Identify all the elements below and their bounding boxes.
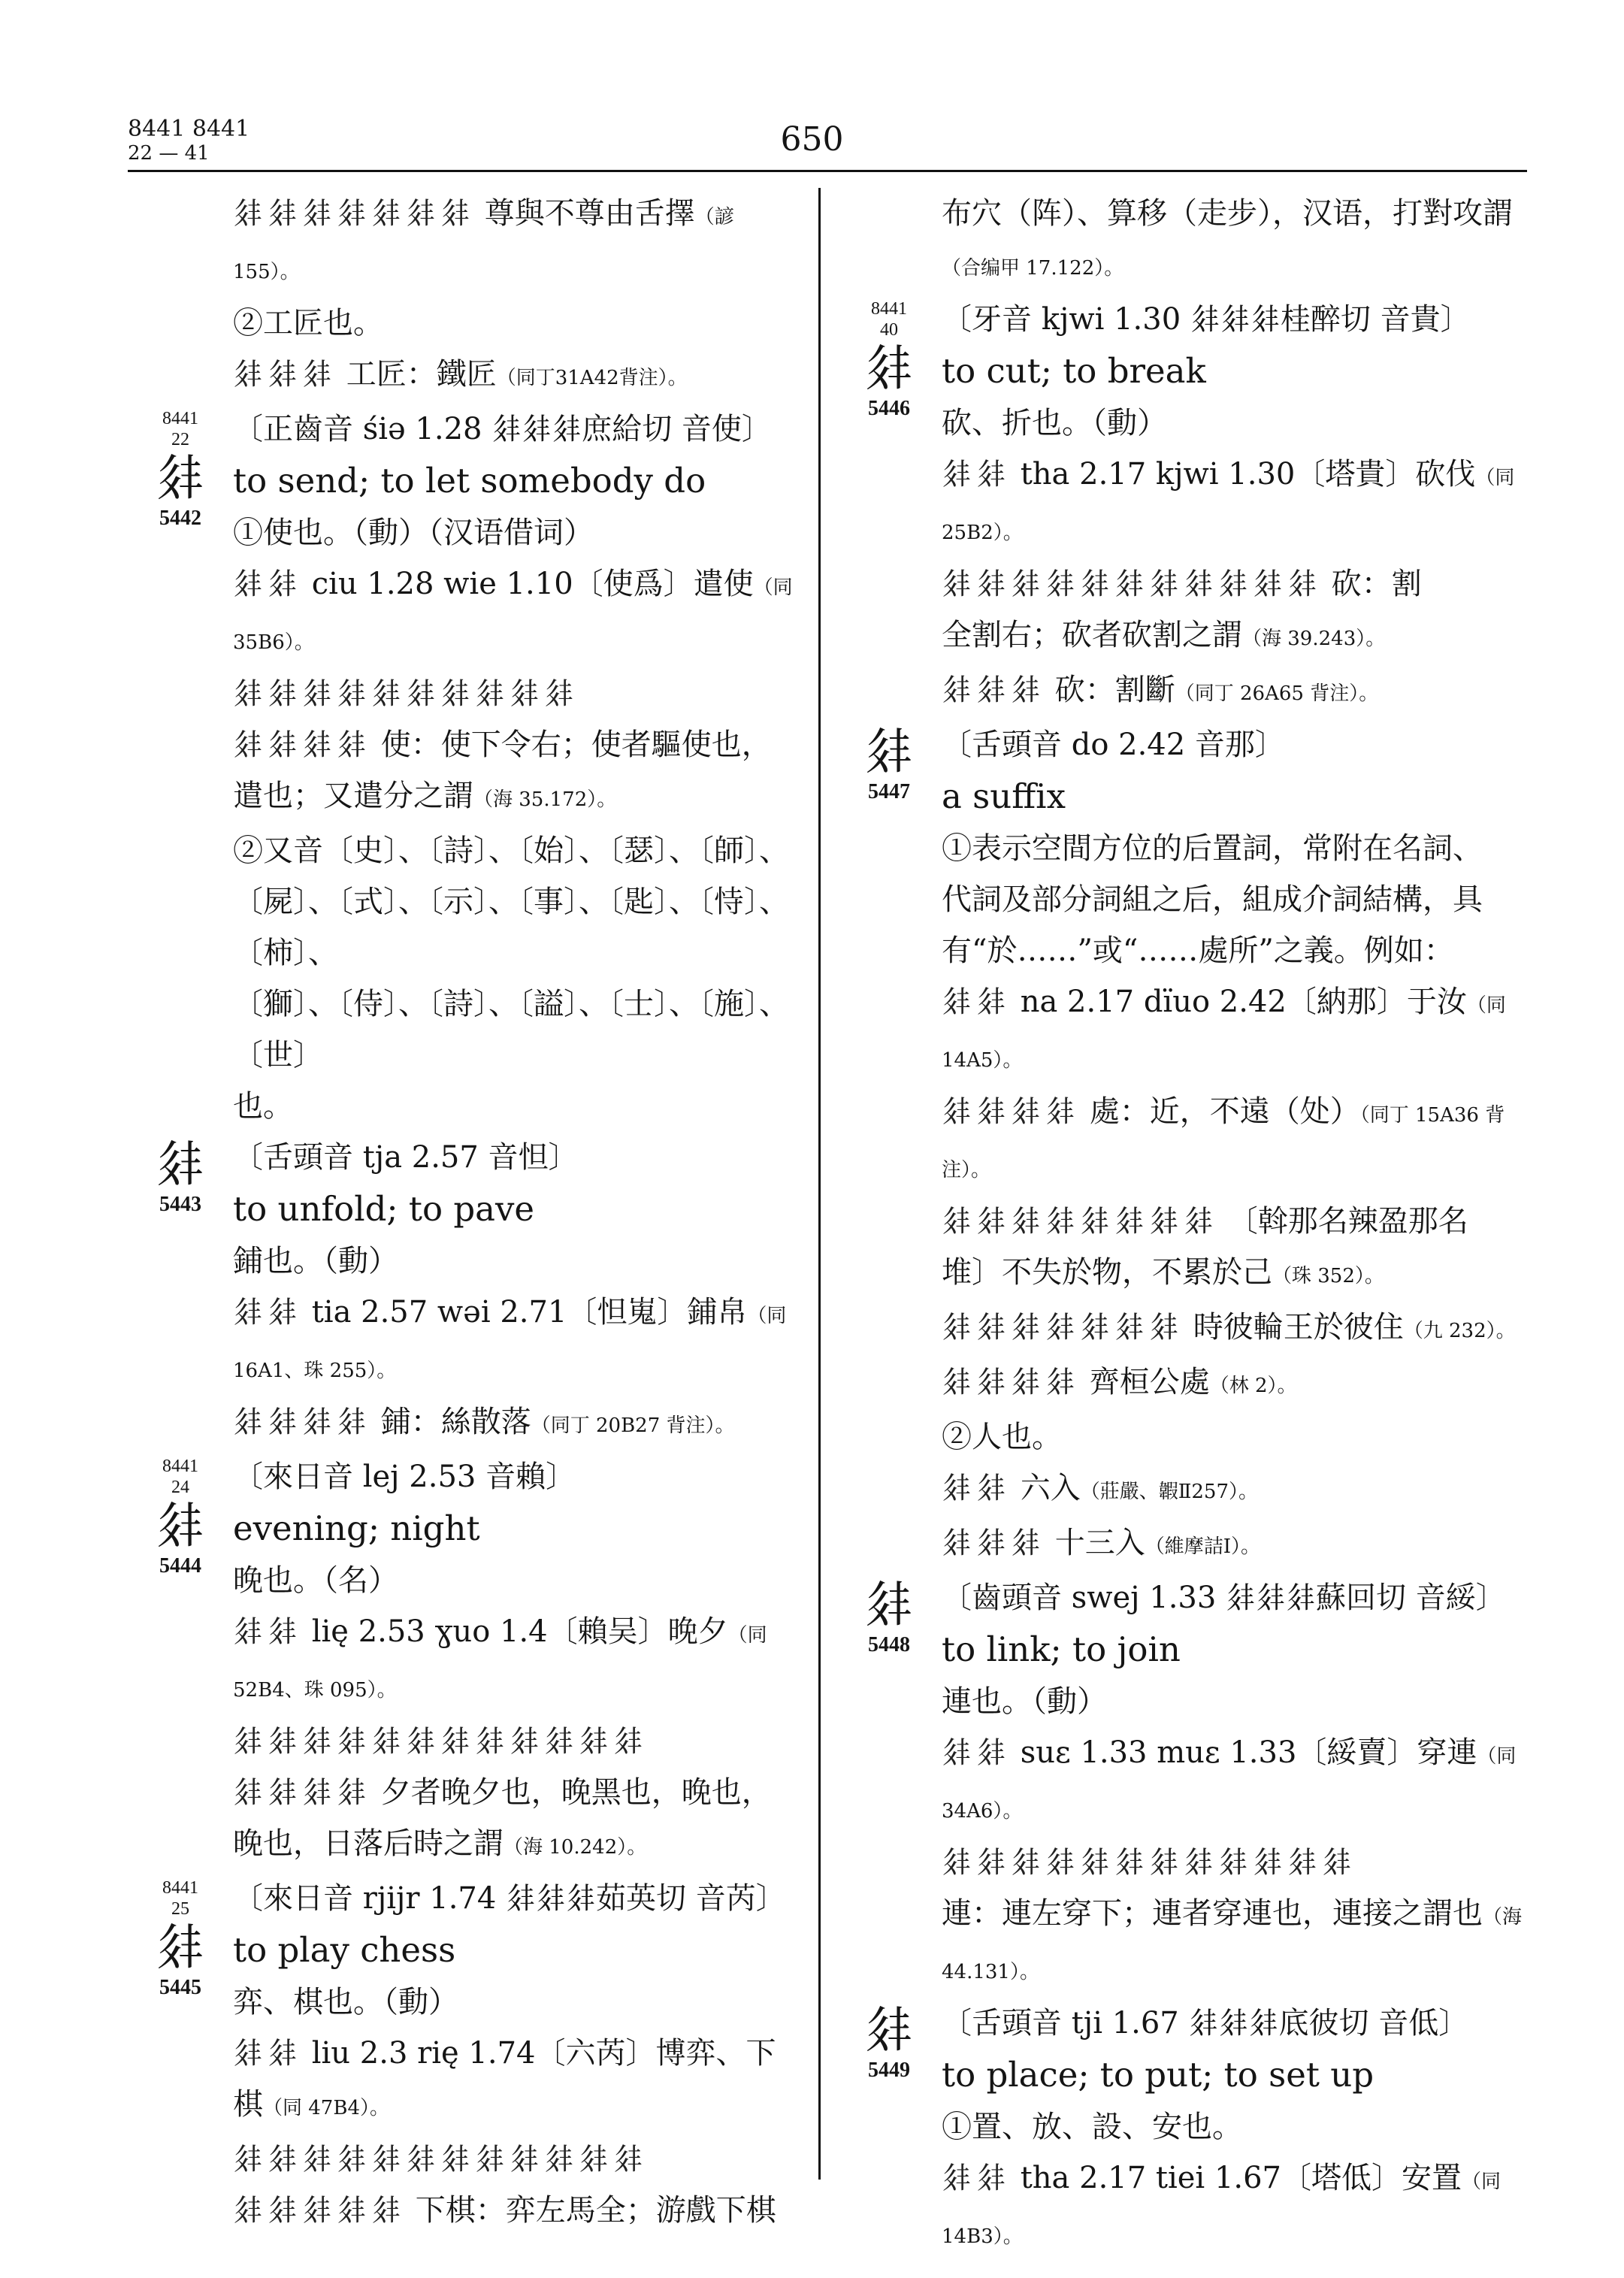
line-text: liu 2.3 rię 1.74〔六芮〕博弈、下棋	[233, 2036, 776, 2122]
tangut-text: 𗢳𗢳𗢳𗢳𗢳𗢳𗢳𗢳𗢳𗢳𗢳	[942, 567, 1322, 601]
line-text: lię 2.53 ɣuo 1.4〔賴吴〕晚夕	[302, 1614, 728, 1649]
entry-line	[132, 770, 800, 825]
source-ref: （同 34A6）。	[942, 1745, 1517, 1823]
line-text: to cut; to break	[942, 351, 1206, 391]
entry-line	[840, 976, 1528, 1086]
entry-margin	[132, 1136, 229, 1218]
line-text: 全割右；砍者砍割之謂	[942, 618, 1242, 652]
line-text: 〔齒頭音 swej 1.33 𗢳𗢳𗢳蘇回切 音綏〕	[942, 1581, 1506, 1615]
line-text: a suffix	[942, 776, 1066, 816]
entry-margin	[840, 298, 938, 422]
entry-line	[132, 1132, 800, 1183]
tangut-text: 𗢳𗢳𗢳𗢳𗢳𗢳𗢳𗢳𗢳𗢳	[233, 676, 579, 711]
tangut-text: 𗢳𗢳𗢳𗢳	[942, 1094, 1080, 1129]
headword-glyph: 𗢳	[864, 722, 914, 780]
source-ref: （同丁 15A36 背注）。	[942, 1104, 1505, 1181]
entry-line	[132, 188, 800, 298]
entry-line	[840, 1517, 1528, 1572]
line-text: 遣也；又遣分之謂	[233, 779, 473, 813]
dictionary-entry	[132, 1873, 800, 2236]
entry-code: 8441	[162, 409, 198, 428]
entry-line	[840, 188, 1528, 294]
line-text: ②人也。	[942, 1420, 1062, 1454]
dictionary-entry	[840, 294, 1528, 719]
line-text: ciu 1.28 wie 1.10〔使爲〕遣使	[302, 567, 754, 601]
entry-line	[840, 294, 1528, 345]
line-text: ①表示空間方位的后置詞，常附在名詞、	[942, 831, 1483, 866]
entry-line	[840, 1196, 1528, 1247]
entry-subcode: 24	[171, 1478, 189, 1497]
source-ref: （海 10.242）。	[504, 1836, 647, 1859]
entry-line	[840, 1302, 1528, 1357]
source-ref: （同丁 26A65 背注）。	[1175, 682, 1379, 705]
headword-glyph: 𗢳	[156, 1918, 205, 1976]
line-text: 時彼輪王於彼住	[1184, 1310, 1404, 1345]
entry-line	[840, 1888, 1528, 1998]
source-ref: （海 44.131）。	[942, 1906, 1523, 1983]
tangut-text: 𗢳𗢳𗢳𗢳	[233, 728, 371, 762]
english-gloss	[840, 1623, 1528, 1676]
entry-line	[840, 2101, 1528, 2152]
tangut-text: 𗢳𗢳	[942, 2161, 1011, 2195]
english-gloss	[840, 770, 1528, 823]
line-text: 〔斡那名辣盈那名	[1218, 1204, 1468, 1239]
entry-line	[840, 874, 1528, 925]
line-text: 〔舌頭音 tji 1.67 𗢳𗢳𗢳底彼切 音低〕	[942, 2006, 1469, 2041]
source-ref: （諺 155）。	[233, 206, 734, 283]
tangut-text: 𗢳𗢳𗢳	[233, 357, 337, 392]
line-text: 使：使下令右；使者驅使也，	[371, 728, 772, 762]
tangut-text: 𗢳𗢳𗢳𗢳	[233, 1405, 371, 1439]
dictionary-entry	[132, 1451, 800, 1873]
source-ref: （莊嚴、䪗Ⅱ257）。	[1080, 1481, 1259, 1503]
entry-line	[840, 1247, 1528, 1302]
english-gloss	[840, 345, 1528, 398]
dictionary-entry	[840, 719, 1528, 1572]
tangut-text: 𗢳𗢳𗢳𗢳	[233, 1775, 371, 1810]
entry-line	[840, 1463, 1528, 1517]
headword-glyph: 𗢳	[156, 1135, 205, 1193]
source-ref: （同 52B4、珠 095）。	[233, 1624, 767, 1702]
entry-line	[132, 298, 800, 349]
entry-number: 5448	[868, 1633, 910, 1656]
tangut-text: 𗢳𗢳	[233, 567, 302, 601]
entry-line	[840, 558, 1528, 610]
headword-glyph: 𗢳	[864, 339, 914, 397]
line-text: ②又音〔史〕、〔詩〕、〔始〕、〔瑟〕、〔師〕、	[233, 833, 789, 868]
headword-glyph: 𗢳	[864, 2001, 914, 2059]
line-text: ①使也。（動）（汉语借词）	[233, 516, 594, 550]
tangut-text: 𗢳𗢳	[942, 457, 1011, 492]
line-text: to send; to let somebody do	[233, 461, 706, 501]
right-column	[840, 188, 1528, 2262]
entry-line	[840, 719, 1528, 770]
line-text: 工匠：鐵匠	[337, 357, 497, 392]
tangut-text: 𗢳𗢳	[233, 1295, 302, 1330]
entry-line	[132, 2134, 800, 2185]
line-text: 〔舌頭音 tja 2.57 音怛〕	[233, 1140, 579, 1175]
entry-margin	[132, 1877, 229, 2001]
entry-line	[840, 1411, 1528, 1463]
entry-line	[132, 1081, 800, 1132]
dictionary-entry	[840, 1572, 1528, 1998]
line-text: 〔獅〕、〔侍〕、〔詩〕、〔謚〕、〔士〕、〔施〕、〔世〕	[233, 987, 789, 1072]
english-gloss	[132, 1924, 800, 1977]
line-text: 有“於……”或“……處所”之義。例如：	[942, 933, 1454, 968]
tangut-text: 𗢳𗢳	[233, 2036, 302, 2071]
dictionary-entry	[132, 1132, 800, 1451]
source-ref: （同 47B4）。	[263, 2097, 389, 2119]
tangut-text: 𗢳𗢳𗢳𗢳𗢳𗢳𗢳𗢳𗢳𗢳𗢳𗢳	[233, 1724, 648, 1759]
line-text: 〔屍〕、〔式〕、〔示〕、〔事〕、〔匙〕、〔恃〕、〔柿〕、	[233, 885, 789, 970]
tangut-text: 𗢳𗢳𗢳𗢳𗢳𗢳𗢳𗢳𗢳𗢳𗢳𗢳	[942, 1845, 1356, 1880]
source-ref: （同25B2）。	[942, 467, 1515, 544]
entry-margin	[840, 1577, 938, 1658]
entry-line	[840, 1727, 1528, 1837]
line-text: 布穴（阵）、算移（走步），汉语，打對攻謂	[942, 196, 1513, 231]
header-codes-top: 8441 8441	[128, 116, 250, 142]
left-column	[132, 188, 800, 2236]
english-gloss	[132, 455, 800, 507]
line-text: to place; to put; to set up	[942, 2055, 1375, 2095]
entry-line	[132, 668, 800, 719]
entry-line	[840, 1676, 1528, 1727]
entry-number: 5443	[159, 1193, 201, 1216]
line-text: 晚也。（名）	[233, 1563, 398, 1598]
line-text: 尊與不尊由舌擇	[475, 196, 695, 231]
tangut-text: 𗢳𗢳𗢳𗢳𗢳𗢳𗢳𗢳𗢳𗢳𗢳𗢳	[233, 2142, 648, 2177]
entry-line	[840, 823, 1528, 874]
line-text: suɛ 1.33 muɛ 1.33〔綏賣〕穿連	[1011, 1735, 1477, 1770]
source-ref: （同 14A5）。	[942, 994, 1506, 1072]
dictionary-entry	[840, 1998, 1528, 2262]
entry-subcode: 22	[171, 430, 189, 449]
entry-line	[840, 2152, 1528, 2262]
entry-line	[132, 2028, 800, 2134]
tangut-text: 𗢳𗢳	[942, 1735, 1011, 1770]
entry-line	[132, 825, 800, 876]
english-gloss	[132, 1502, 800, 1555]
source-ref: （海 35.172）。	[473, 788, 617, 811]
entry-number: 5449	[868, 2059, 910, 2082]
tangut-text: 𗢳𗢳𗢳𗢳𗢳𗢳𗢳	[942, 1310, 1184, 1345]
source-ref: （林 2）。	[1209, 1375, 1297, 1397]
entry-line	[132, 876, 800, 979]
line-text: 〔牙音 kjwi 1.30 𗢳𗢳𗢳桂醉切 音貴〕	[942, 302, 1471, 337]
entry-line	[840, 664, 1528, 719]
entry-line	[132, 349, 800, 404]
tangut-text: 𗢳𗢳𗢳𗢳𗢳	[233, 2193, 406, 2228]
line-text: 鋪也。（動）	[233, 1244, 398, 1278]
source-ref: （維摩詰Ⅰ）。	[1145, 1535, 1260, 1558]
line-text: na 2.17 dïuo 2.42〔納那〕于汝	[1011, 985, 1467, 1019]
source-ref: （同 16A1、珠 255）。	[233, 1305, 787, 1382]
line-text: 齊桓公處	[1080, 1365, 1210, 1399]
line-text: ①置、放、設、安也。	[942, 2110, 1242, 2144]
entry-line	[132, 1451, 800, 1502]
entry-line	[132, 1287, 800, 1396]
source-ref: （同 14B3）。	[942, 2171, 1502, 2248]
line-text: to link; to join	[942, 1629, 1181, 1669]
line-text: 夕者晚夕也，晚黑也，晚也，	[371, 1775, 772, 1810]
line-text: tha 2.17 tiei 1.67〔塔低〕安置	[1011, 2161, 1462, 2195]
entry-line	[132, 1873, 800, 1924]
entry-line	[132, 979, 800, 1081]
entry-subcode: 40	[880, 320, 898, 340]
entry-number: 5447	[868, 780, 910, 803]
entry-number: 5445	[159, 1976, 201, 1999]
line-text: 〔舌頭音 do 2.42 音那〕	[942, 728, 1285, 762]
column-divider	[818, 188, 821, 2180]
entry-code: 8441	[162, 1457, 198, 1476]
tangut-text: 𗢳𗢳𗢳𗢳𗢳𗢳𗢳	[233, 196, 475, 231]
entry-line	[132, 719, 800, 770]
entry-line	[840, 1357, 1528, 1411]
entry-line	[132, 1396, 800, 1451]
entry-line	[840, 1837, 1528, 1888]
entry-margin	[840, 724, 938, 805]
tangut-text: 𗢳𗢳𗢳𗢳	[942, 1365, 1080, 1399]
headword-glyph: 𗢳	[864, 1575, 914, 1633]
entry-line	[840, 1572, 1528, 1623]
entry-line	[132, 1236, 800, 1287]
entry-number: 5444	[159, 1554, 201, 1578]
entry-line	[840, 610, 1528, 664]
line-text: evening; night	[233, 1508, 480, 1548]
source-ref: （九 232）。	[1403, 1320, 1516, 1342]
entry-line	[132, 1818, 800, 1873]
source-ref: （珠 352）。	[1272, 1265, 1384, 1287]
line-text: 砍：割	[1322, 567, 1422, 601]
line-text: ②工匠也。	[233, 306, 383, 340]
dictionary-entry	[132, 404, 800, 1132]
headword-glyph: 𗢳	[156, 1496, 205, 1554]
entry-line	[132, 507, 800, 558]
line-text: 六入	[1011, 1471, 1081, 1505]
line-text: tia 2.57 wəi 2.71〔怛嵬〕鋪帛	[302, 1295, 748, 1330]
entry-code: 8441	[871, 299, 907, 319]
entry-margin	[132, 1456, 229, 1579]
source-ref: （同丁 20B27 背注）。	[531, 1414, 735, 1437]
line-text: 〔來日音 rjijr 1.74 𗢳𗢳𗢳茹英切 音芮〕	[233, 1881, 786, 1916]
header-codes-bottom: 22 — 41	[128, 142, 210, 165]
source-ref: （同丁31A42背注）。	[496, 367, 688, 389]
entry-line	[132, 404, 800, 455]
english-gloss	[132, 1183, 800, 1236]
line-text: to unfold; to pave	[233, 1189, 535, 1229]
tangut-text: 𗢳𗢳	[942, 985, 1011, 1019]
line-text: tha 2.17 kjwi 1.30〔塔貴〕砍伐	[1011, 457, 1476, 492]
entry-number: 5442	[159, 507, 201, 530]
entry-subcode: 25	[171, 1899, 189, 1919]
entry-line	[132, 1767, 800, 1818]
line-text: 弈、棋也。（動）	[233, 1985, 458, 2019]
line-text: 下棋：弈左馬全；游戲下棋	[406, 2193, 776, 2228]
entry-line	[840, 925, 1528, 976]
headword-glyph: 𗢳	[156, 449, 205, 507]
header-rule	[128, 170, 1527, 172]
line-text: 砍、折也。（動）	[942, 406, 1167, 440]
line-text: 連也。（動）	[942, 1684, 1107, 1719]
entry-line	[132, 2185, 800, 2236]
entry-line	[132, 1606, 800, 1716]
tangut-text: 𗢳𗢳𗢳	[942, 673, 1045, 707]
line-text: to play chess	[233, 1930, 456, 1970]
line-text: 鋪：絲散落	[371, 1405, 531, 1439]
line-text: 〔來日音 lej 2.53 音賴〕	[233, 1460, 576, 1494]
entry-margin	[840, 2002, 938, 2083]
entry-number: 5446	[868, 397, 910, 420]
source-ref: （海 39.243）。	[1242, 628, 1386, 650]
line-text: 堆〕不失於物，不累於己	[942, 1255, 1272, 1290]
entry-line	[132, 1716, 800, 1767]
line-text: 代詞及部分詞組之后，組成介詞結構，具	[942, 882, 1483, 917]
entry-line	[840, 1998, 1528, 2049]
tangut-text: 𗢳𗢳𗢳𗢳𗢳𗢳𗢳𗢳	[942, 1204, 1218, 1239]
entry-line	[132, 1977, 800, 2028]
line-text: 十三入	[1045, 1526, 1145, 1560]
source-ref: （同 35B6）。	[233, 576, 793, 654]
tangut-text: 𗢳𗢳	[233, 1614, 302, 1649]
entry-code: 8441	[162, 1878, 198, 1898]
line-text: 處：近，不遠（处）	[1080, 1094, 1360, 1129]
line-text: 晚也，日落后時之謂	[233, 1826, 504, 1861]
entry-line	[840, 449, 1528, 558]
entry-line	[840, 1086, 1528, 1196]
tangut-text: 𗢳𗢳	[942, 1471, 1011, 1505]
line-text: 也。	[233, 1089, 293, 1124]
page-number: 650	[780, 120, 844, 159]
tangut-text: 𗢳𗢳𗢳	[942, 1526, 1045, 1560]
entry-margin	[132, 408, 229, 531]
entry-line	[840, 398, 1528, 449]
line-text: 連：連左穿下；連者穿連也，連接之謂也	[942, 1896, 1483, 1931]
line-text: 〔正齒音 śiə 1.28 𗢳𗢳𗢳庶給切 音使〕	[233, 412, 772, 446]
source-ref: （合编甲 17.122）。	[942, 257, 1124, 280]
entry-line	[132, 558, 800, 668]
line-text: 砍：割斷	[1045, 673, 1175, 707]
english-gloss	[840, 2049, 1528, 2101]
entry-line	[132, 1555, 800, 1606]
